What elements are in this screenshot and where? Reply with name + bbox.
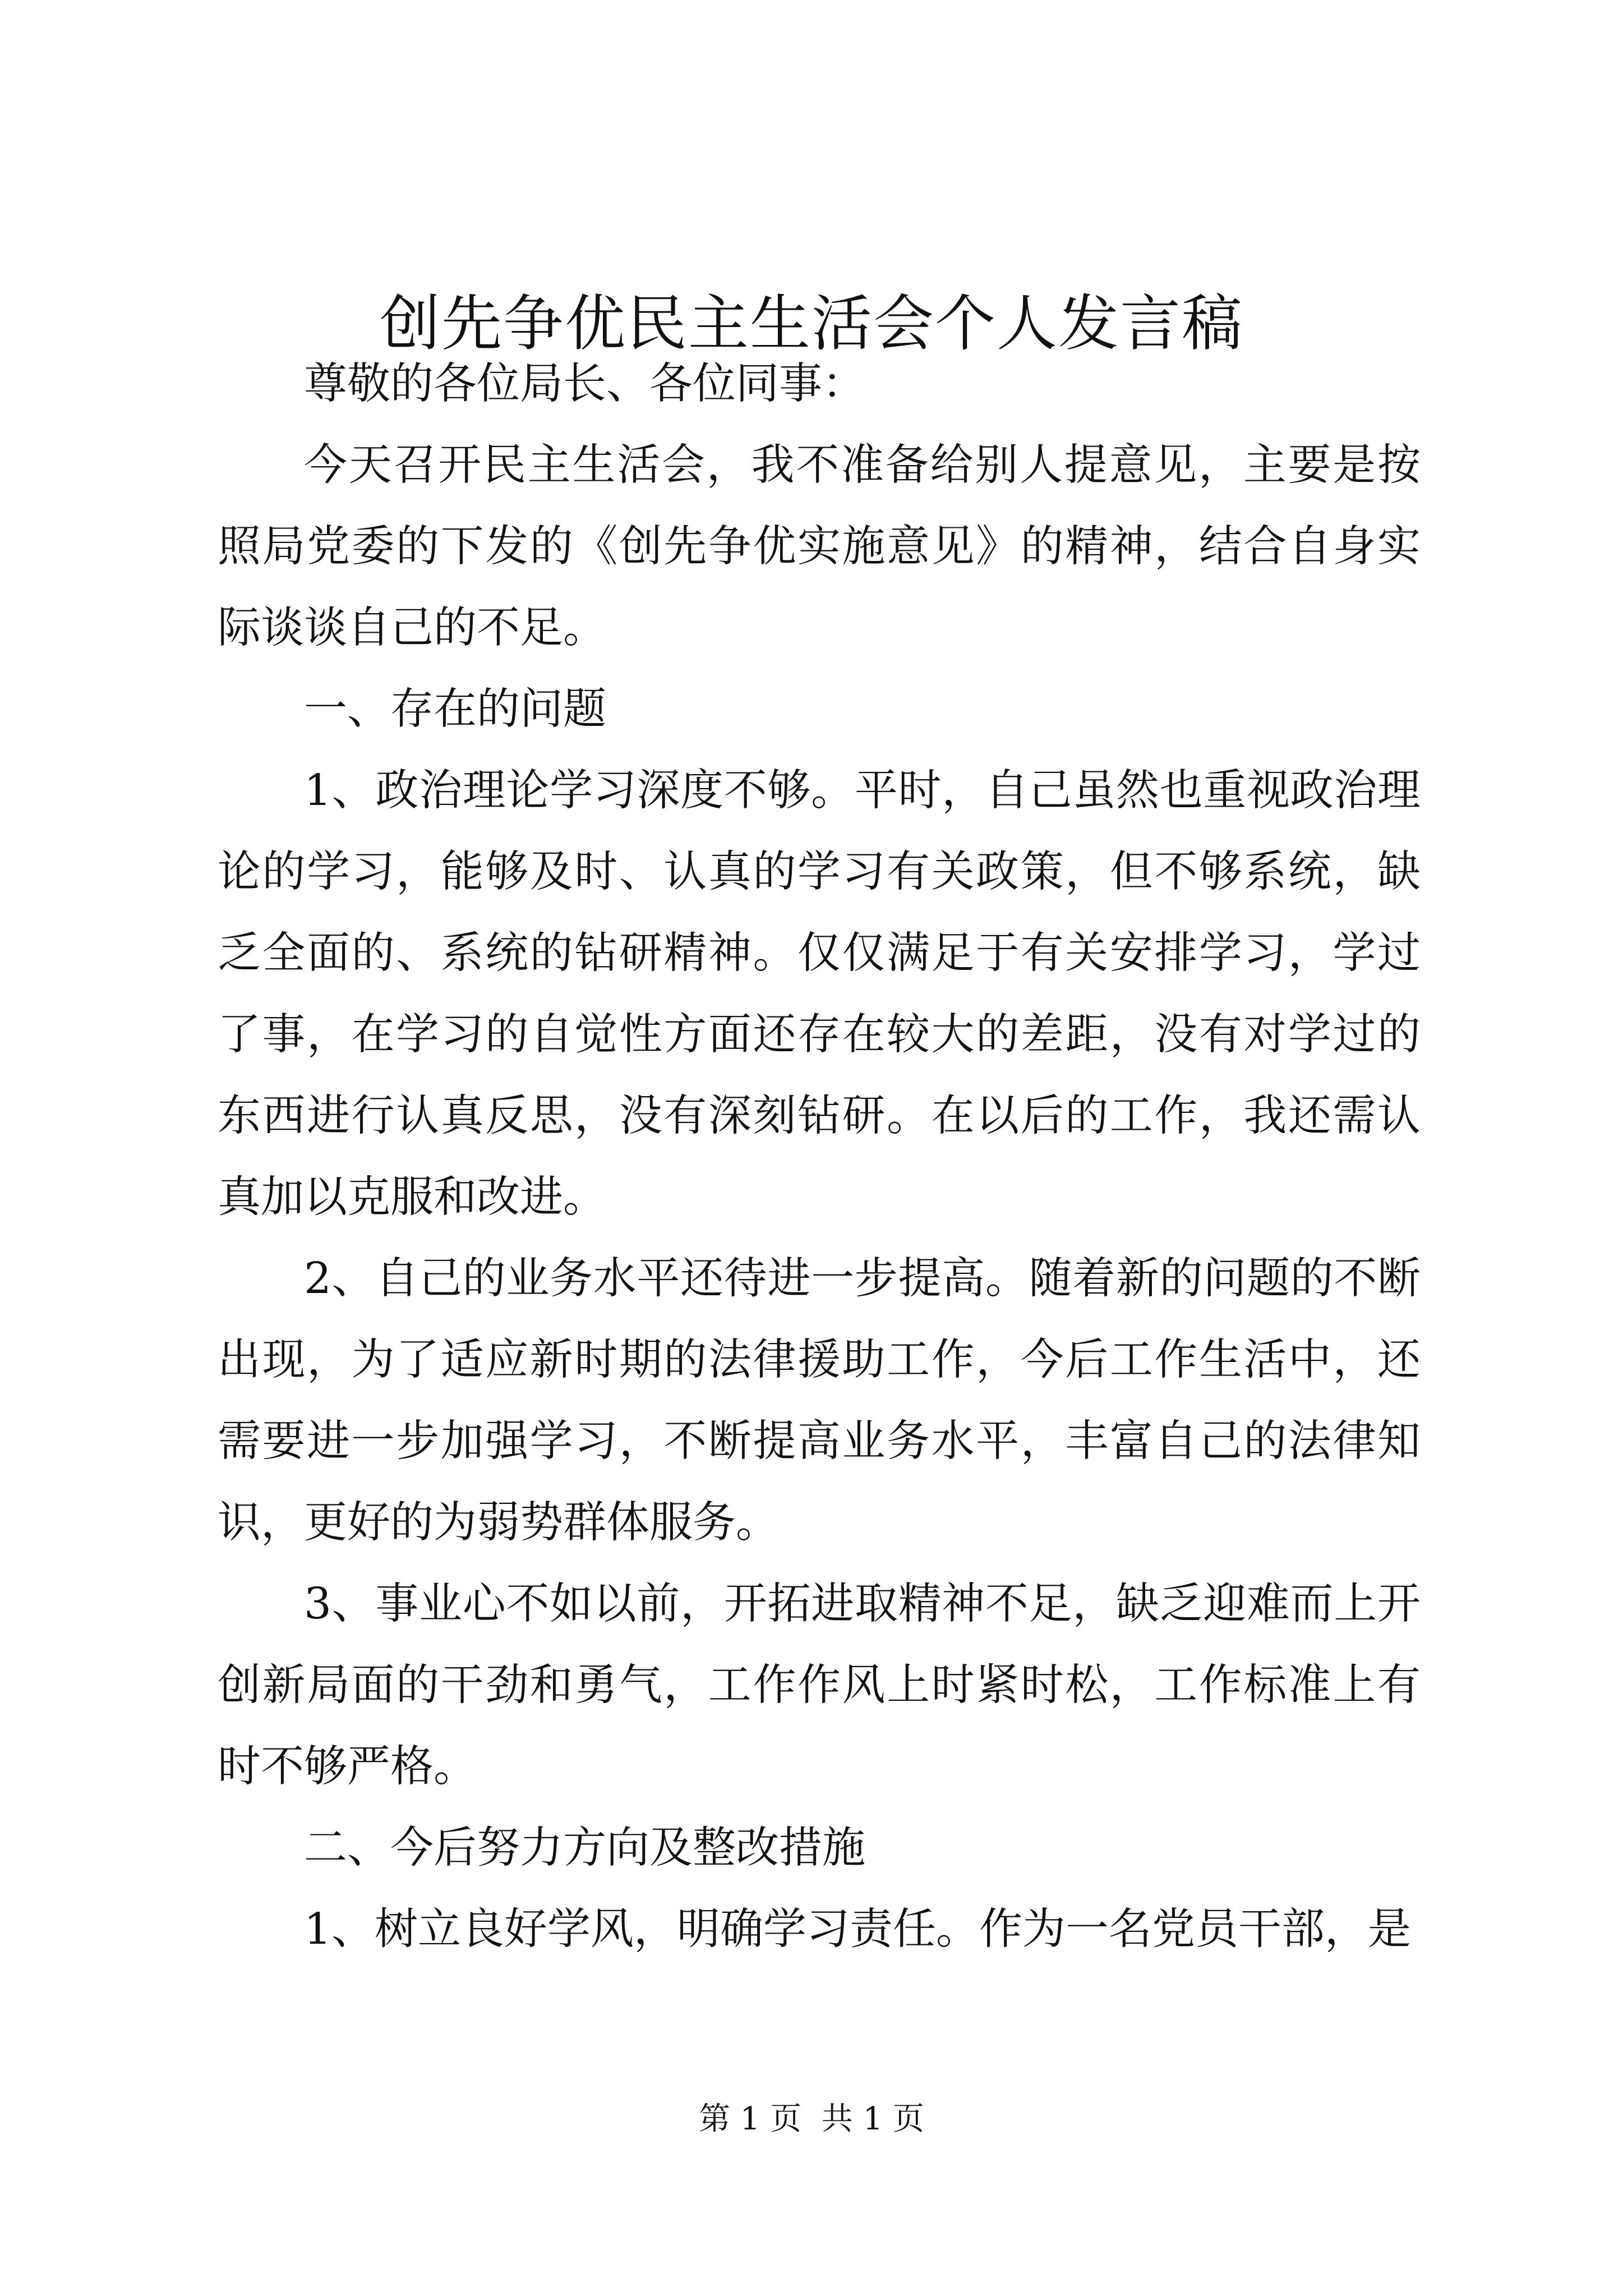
document-body <box>218 343 1421 1970</box>
problem-paragraph-2: 2、自己的业务水平还待进一步提高。随着新的问题的不断出现，为了适应新时期的法律援助工作，今后工作生活中，还需要进一步加强学习，不断提高业务水平，丰富自己的法律知识，更好的为弱势群体服务。 <box>218 1254 1421 1548</box>
problem-paragraph-3: 3、事业心不如以前，开拓进取精神不足，缺乏迎难而上开创新局面的干劲和勇气，工作作风上时紧时松，工作标准上有时不够严格。 <box>218 1579 1421 1792</box>
document-title: 创先争优民主生活会个人发言稿 <box>379 289 1243 359</box>
page-number-label: 第 1 页 共 1 页 <box>698 2101 925 2137</box>
page-footer <box>0 2097 1623 2142</box>
problem-paragraph-1: 1、政治理论学习深度不够。平时，自己虽然也重视政治理论的学习，能够及时、认真的学习有关政策，但不够系统，缺乏全面的、系统的钻研精神。仅仅满足于有关安排学习，学过了事，在学习的自觉性方面还存在较大的差距，没有对学过的东西进行认真反思，没有深刻钻研。在以后的工作，我还需认真加以克服和改进。 <box>218 766 1421 1222</box>
section-heading-problems: 一、存在的问题 <box>304 684 606 734</box>
measure-paragraph-1: 1、树立良好学风，明确学习责任。作为一名党员干部，是 <box>304 1904 1411 1954</box>
intro-paragraph: 今天召开民主生活会，我不准备给别人提意见，主要是按照局党委的下发的《创先争优实施意见》的精神，结合自身实际谈谈自己的不足。 <box>218 440 1421 653</box>
salutation-paragraph: 尊敬的各位局长、各位同事： <box>304 359 865 409</box>
section-heading-measures: 二、今后努力方向及整改措施 <box>304 1823 865 1873</box>
